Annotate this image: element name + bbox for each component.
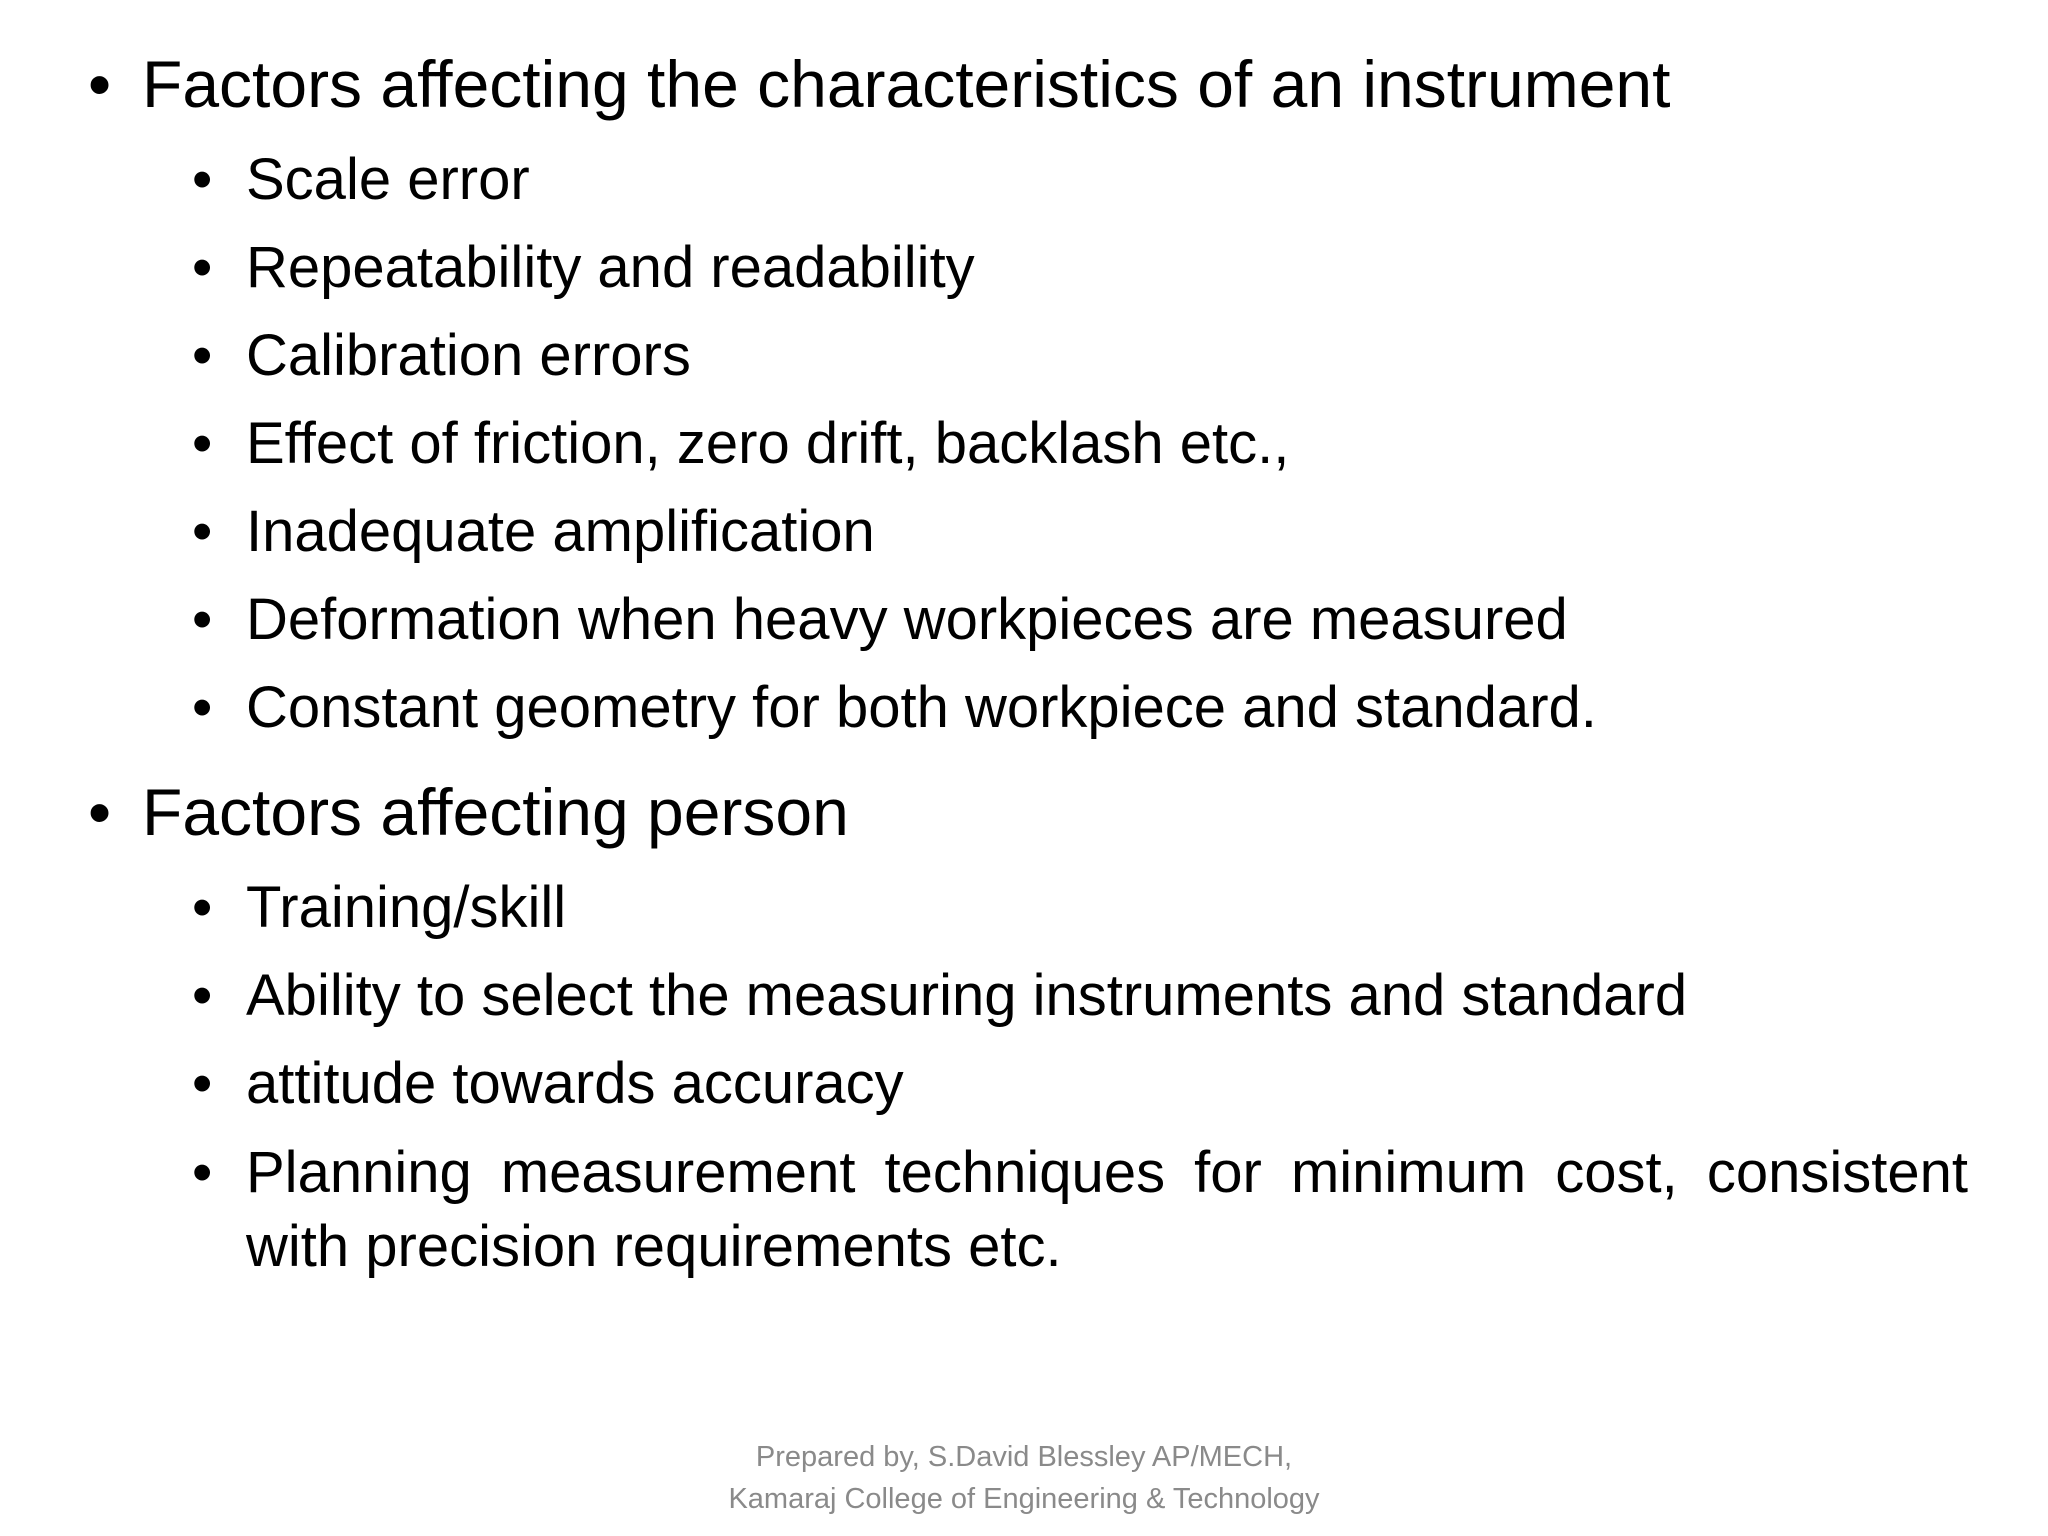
list-item-text: Inadequate amplification (246, 499, 875, 564)
list-item (88, 1128, 1968, 1284)
list-item-text: Effect of friction, zero drift, backlash etc., (246, 411, 1290, 476)
instrument-factors-list (88, 136, 1978, 752)
heading-text: Factors affecting the characteristics of an instrument (142, 47, 1671, 121)
list-item-text: Ability to select the measuring instruments and standard (246, 963, 1688, 1028)
bullet-dot: • (192, 587, 213, 652)
section-heading-person (88, 768, 1978, 856)
list-item (88, 664, 1978, 752)
slide-content (88, 40, 1978, 1300)
bullet-dot: • (192, 875, 213, 940)
list-item (88, 224, 1978, 312)
bullet-dot: • (192, 235, 213, 300)
section-heading-instrument (88, 40, 1978, 128)
bullet-dot: • (192, 963, 213, 1028)
bullet-dot: • (88, 47, 112, 121)
bullet-dot: • (192, 499, 213, 564)
list-item (88, 488, 1978, 576)
list-item-text: Calibration errors (246, 323, 691, 388)
list-item-text: attitude towards accuracy (246, 1051, 904, 1116)
heading-text: Factors affecting person (142, 775, 849, 849)
footer-line-institution: Kamaraj College of Engineering & Technology (728, 1483, 1320, 1515)
list-item-text: Repeatability and readability (246, 235, 975, 300)
list-item-text: Scale error (246, 147, 530, 212)
person-factors-list (88, 864, 1978, 1284)
footer-line-author: Prepared by, S.David Blessley AP/MECH, (755, 1441, 1293, 1473)
list-item (88, 136, 1978, 224)
bullet-dot: • (192, 147, 213, 212)
bullet-dot: • (88, 775, 112, 849)
bullet-dot: • (192, 411, 213, 476)
list-item-text: Constant geometry for both workpiece and standard. (246, 675, 1597, 740)
slide-footer (0, 1436, 2048, 1520)
bullet-dot: • (192, 1140, 213, 1205)
list-item-text: Planning measurement techniques for minimum cost, consistent with precision requirements etc. (246, 1140, 1968, 1279)
list-item (88, 576, 1978, 664)
list-item (88, 952, 1978, 1040)
list-item-text: Deformation when heavy workpieces are measured (246, 587, 1568, 652)
list-item-text: Training/skill (246, 875, 567, 940)
list-item (88, 1040, 1978, 1128)
list-item (88, 864, 1978, 952)
list-item (88, 312, 1978, 400)
bullet-dot: • (192, 675, 213, 740)
bullet-dot: • (192, 323, 213, 388)
list-item (88, 400, 1978, 488)
bullet-dot: • (192, 1051, 213, 1116)
